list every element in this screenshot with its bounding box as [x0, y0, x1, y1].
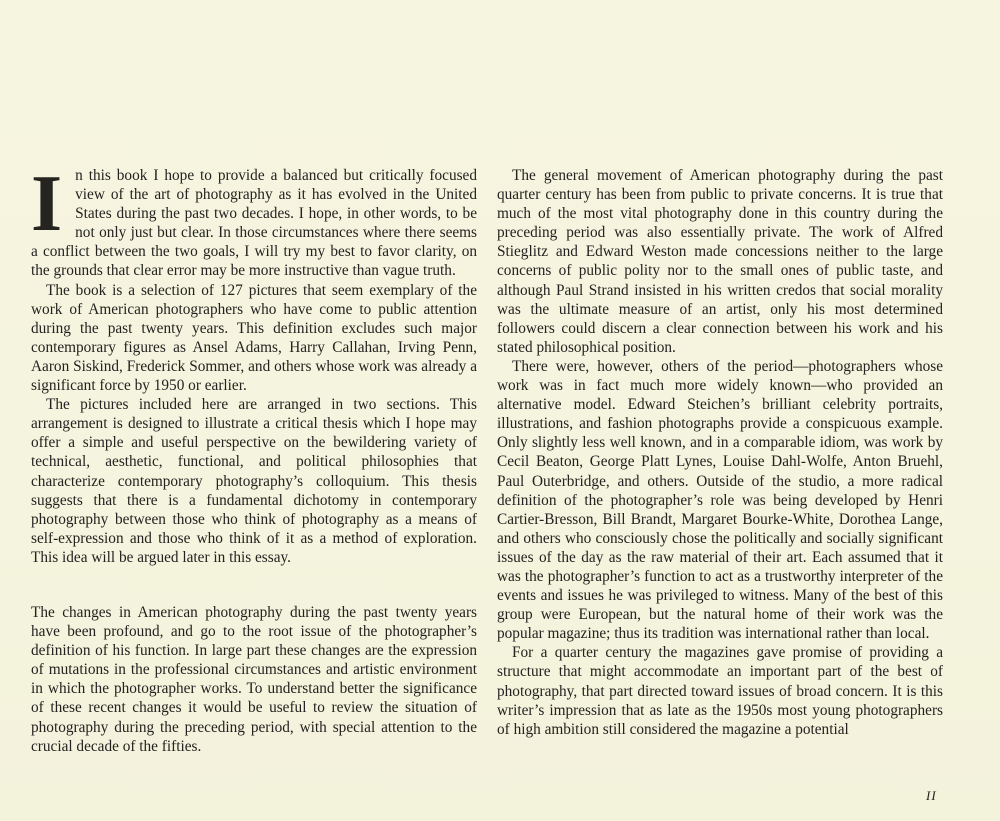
right-column	[497, 166, 943, 739]
opening-paragraph	[31, 160, 477, 281]
body-paragraph: The book is a selection of 127 pictures that seem exemplary of the work of American photographers who have come to public attention during the past twenty years. This definition excludes such major contemporary figures as Ansel Adams, Harry Callahan, Irving Penn, Aaron Siskind, Frederick Sommer, and others whose work was already a significant force by 1950 or earlier.	[31, 281, 477, 395]
section-opening-paragraph: The changes in American photography during the past twenty years have been profound, and go to the root issue of the photographer’s definition of his function. In large part these changes are the expression of mutations in the professional circumstances and artistic environment in which the photographer works. To understand better the significance of these recent changes it would be useful to review the situation of photography during the preceding period, with special attention to the crucial decade of the fifties.	[31, 603, 477, 755]
section-break	[31, 567, 477, 603]
body-paragraph: For a quarter century the magazines gave promise of providing a structure that might accommodate an important part of the best of photography, that part directed toward issues of broad concern. It is this writer’s impression that as late as the 1950s most young photographers of high ambition still considered the magazine a potential	[497, 644, 943, 738]
body-paragraph: The pictures included here are arranged in two sections. This arrangement is designed to illustrate a critical thesis which I hope may offer a simple and useful perspective on the bewildering variety of technical, aesthetic, functional, and political philosophies that characterize contemporary photography’s colloquium. This thesis suggests that there is a fundamental dichotomy in contemporary photography between those who think of photography as a means of self-expression and those who think of it as a method of exploration. This idea will be argued later in this essay.	[31, 396, 477, 566]
body-paragraph: The general movement of American photography during the past quarter century has been from public to private concerns. It is true that much of the most vital photography done in this country during the preceding period was also essentially private. The work of Alfred Stieglitz and Edward Weston made concessions neither to the large concerns of public polity nor to the small ones of public taste, and although Paul Strand insisted in his written credos that social morality was the ultimate measure of an artist, only his most determined followers could discern a clear connection between his work and his stated philosophical position.	[497, 167, 943, 356]
drop-cap: I	[31, 160, 63, 248]
page-number: II	[926, 788, 937, 803]
left-column	[31, 160, 477, 756]
body-paragraph: There were, however, others of the period—photographers whose work was in fact much more widely known—who provided an alternative model. Edward Steichen’s brilliant celebrity portraits, illustrations, and fashion photographs provide a conspicuous example. Only slightly less well known, and in a comparable idiom, was work by Cecil Beaton, George Platt Lynes, Louise Dahl-Wolfe, Anton Bruehl, Paul Outerbridge, and others. Outside of the studio, a more radical definition of the photographer’s role was being developed by Henri Cartier-Bresson, Bill Brandt, Margaret Bourke-White, Dorothea Lange, and others who consciously chose the politically and socially significant issues of the day as the raw material of their art. Each assumed that it was the photographer’s function to act as a trustworthy interpreter of the events and issues he was privileged to witness. Many of the best of this group were European, but the natural home of their work was the popular magazine; thus its tradition was international rather than local.	[497, 357, 943, 643]
opening-paragraph-text: n this book I hope to provide a balanced but critically focused view of the art of photography as it has evolved in the United States during the past two decades. I hope, in other words, to be not only just but clear. In those circumstances where there seems a conflict between the two goals, I will try my best to favor clarity, on the grounds that clear error may be more instructive than vague truth.	[31, 167, 477, 280]
